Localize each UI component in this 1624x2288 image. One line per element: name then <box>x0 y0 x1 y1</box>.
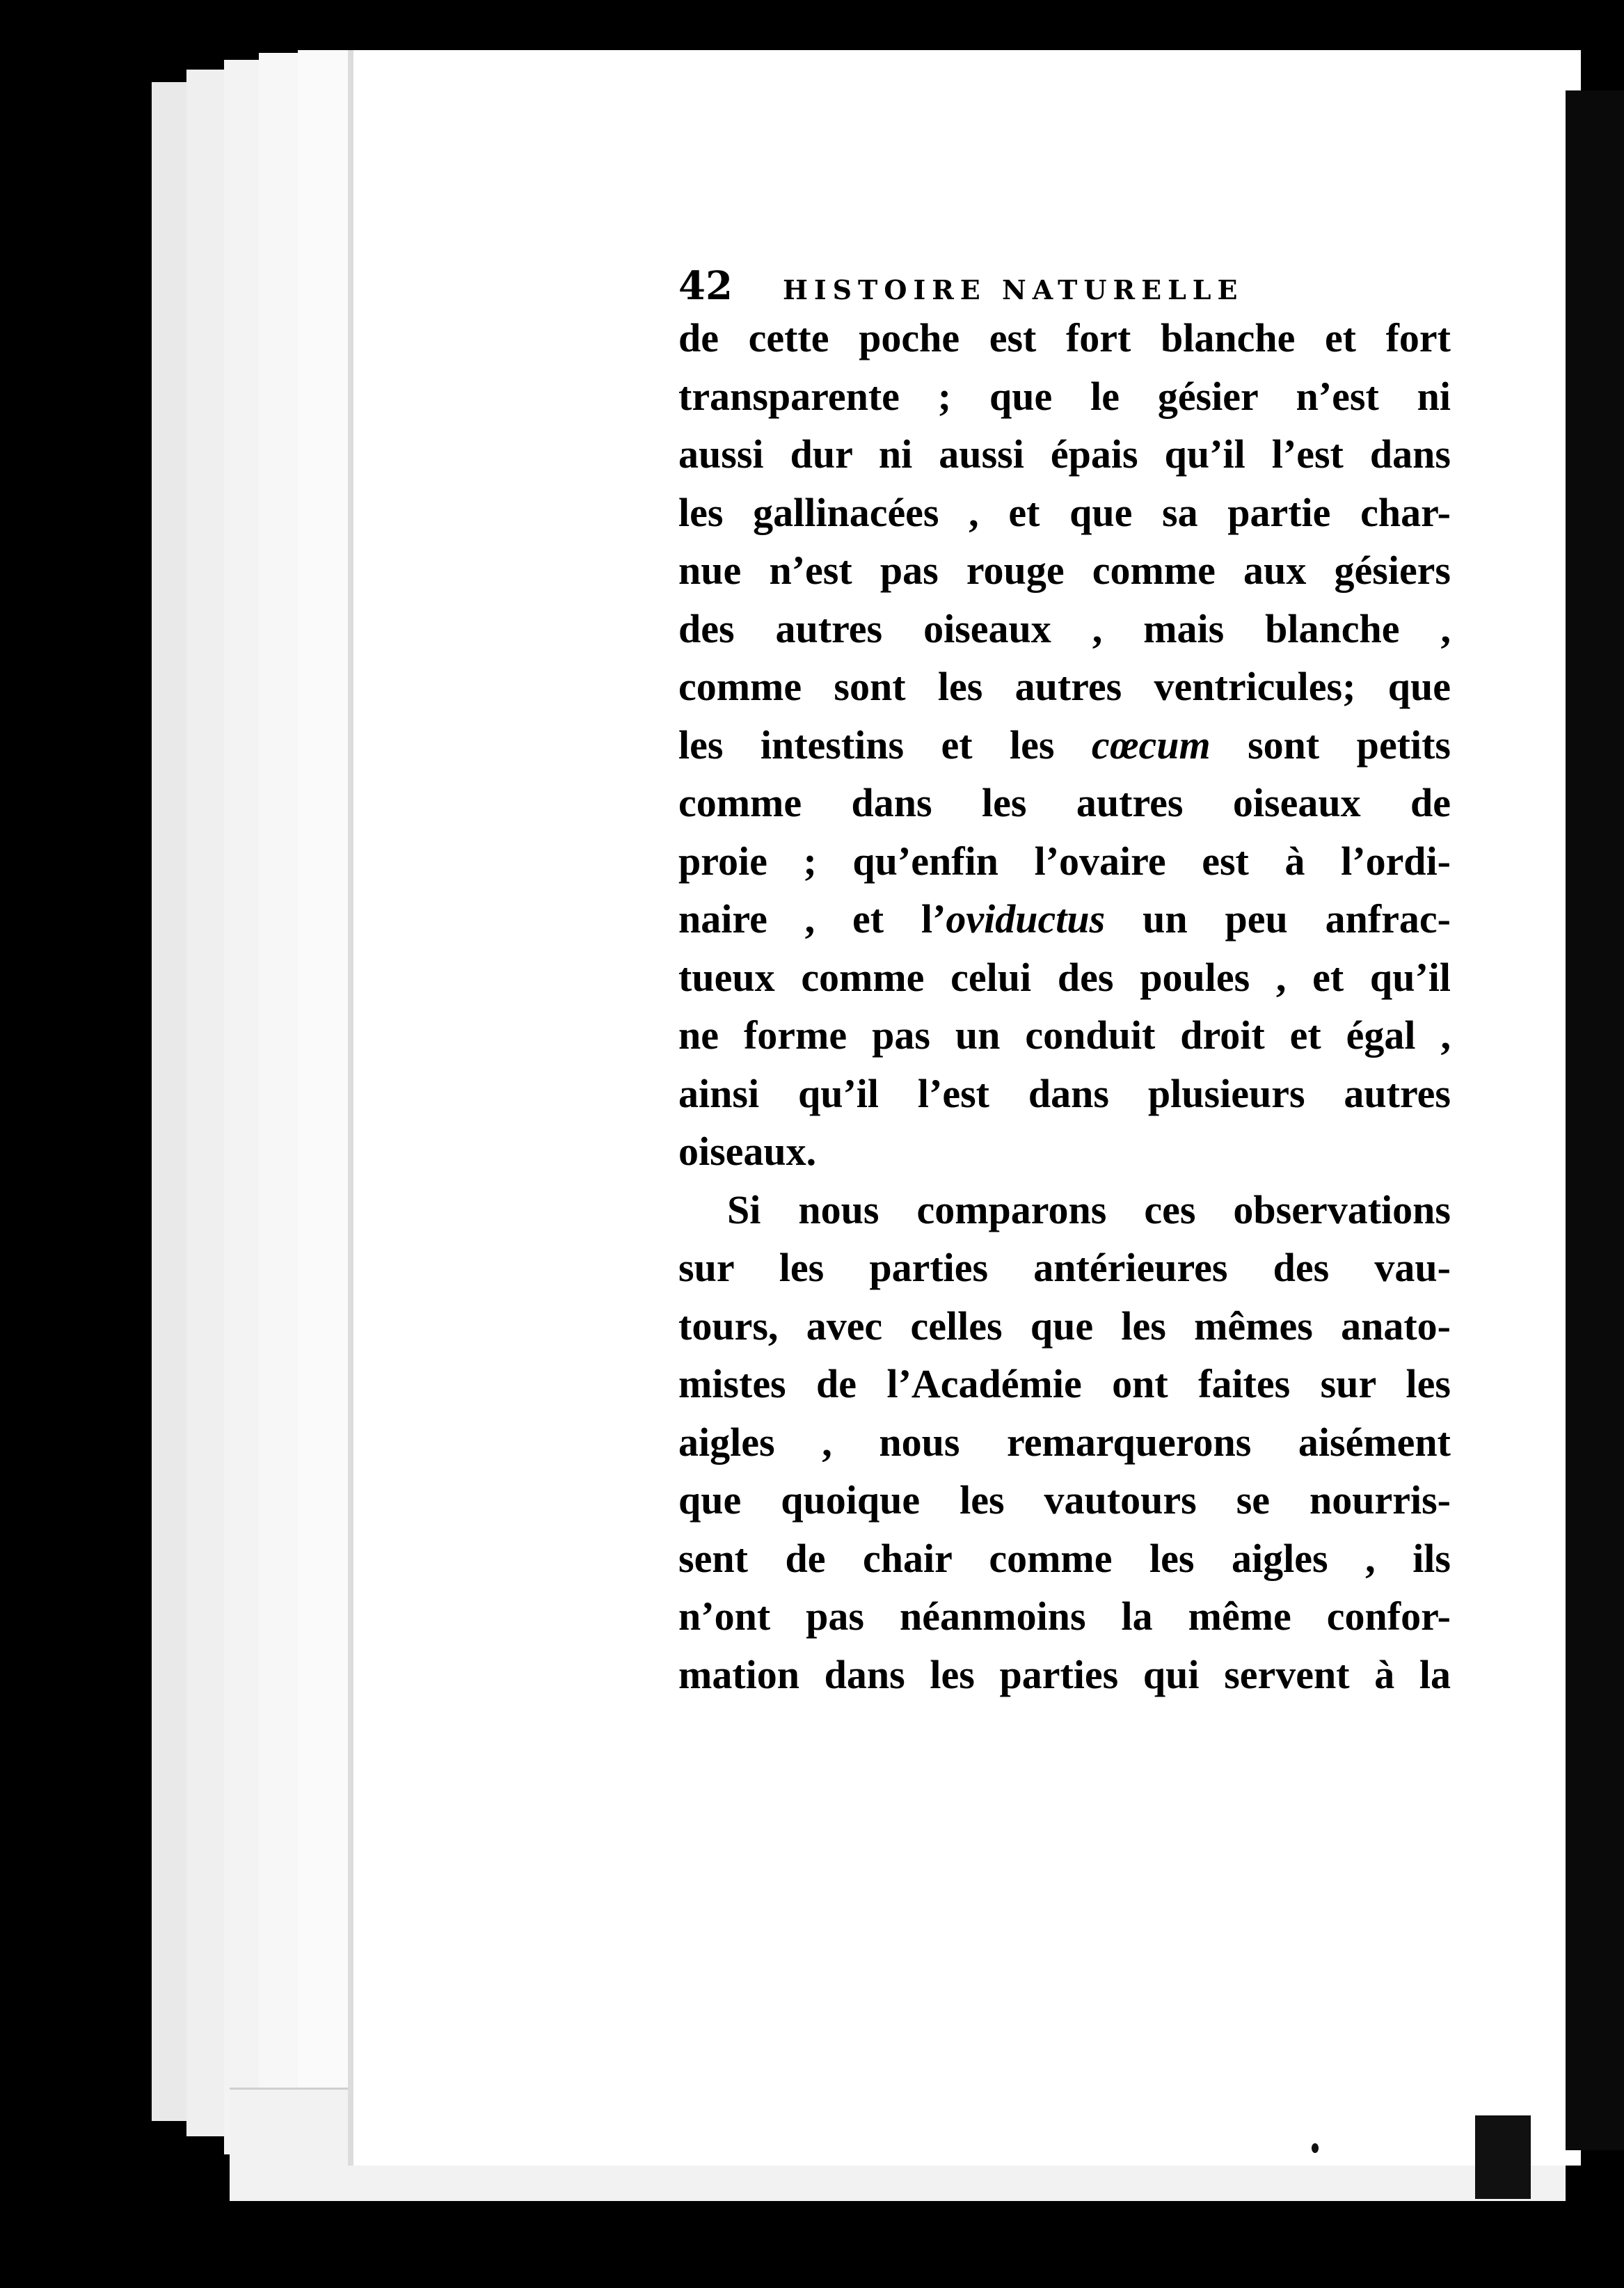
scan-artifact <box>1475 2115 1531 2199</box>
italic-term: cœcum <box>1091 722 1211 768</box>
running-head <box>678 263 1451 308</box>
text-line <box>678 1587 1451 1646</box>
text-segment: naire , et l’ <box>678 896 946 942</box>
text-segment: nue n’est pas rouge comme aux gésiers <box>678 548 1451 593</box>
text-segment: aussi dur ni aussi épais qu’il l’est dans <box>678 431 1451 477</box>
body-text <box>678 309 1451 1703</box>
text-segment: n’ont pas néanmoins la même confor- <box>678 1594 1451 1639</box>
text-line <box>678 1355 1451 1413</box>
text-line <box>678 541 1451 600</box>
text-line <box>678 1646 1451 1704</box>
text-line <box>678 716 1451 774</box>
text-line <box>678 600 1451 658</box>
text-line <box>678 1122 1451 1181</box>
text-line <box>678 1065 1451 1123</box>
paragraph <box>678 309 1451 1181</box>
text-segment: transparente ; que le gésier n’est ni <box>678 373 1451 419</box>
paragraph <box>678 1181 1451 1704</box>
text-line <box>678 1413 1451 1472</box>
text-segment: les intestins et les <box>678 722 1092 768</box>
text-segment: proie ; qu’enfin l’ovaire est à l’ordi- <box>678 838 1451 884</box>
text-line <box>678 890 1451 948</box>
running-head-title: HISTOIRE NATURELLE <box>782 274 1244 305</box>
text-line <box>678 658 1451 716</box>
gutter-shadow <box>1566 90 1624 2150</box>
text-segment: ainsi qu’il l’est dans plusieurs autres <box>678 1070 1451 1116</box>
text-line <box>678 484 1451 542</box>
text-segment: Si nous comparons ces observations <box>727 1186 1451 1232</box>
text-segment: un peu anfrac- <box>1105 896 1451 942</box>
text-segment: tueux comme celui des poules , et qu’il <box>678 954 1451 1000</box>
text-segment: sur les parties antérieures des vau- <box>678 1245 1451 1290</box>
text-line <box>678 1239 1451 1297</box>
text-segment: les gallinacées , et que sa partie char- <box>678 489 1451 535</box>
text-segment: mation dans les parties qui servent à la <box>678 1651 1451 1697</box>
text-segment: que quoique les vautours se nourris- <box>678 1477 1451 1523</box>
text-segment: ne forme pas un conduit droit et égal , <box>678 1012 1451 1058</box>
text-line <box>678 774 1451 832</box>
text-line <box>678 1471 1451 1530</box>
text-line <box>678 425 1451 484</box>
text-segment: aigles , nous remarquerons aisément <box>678 1419 1451 1465</box>
text-line <box>678 309 1451 367</box>
text-segment: oiseaux. <box>678 1129 817 1174</box>
text-line <box>678 1006 1451 1065</box>
text-segment: mistes de l’Académie ont faites sur les <box>678 1361 1451 1406</box>
text-line <box>678 1530 1451 1588</box>
text-line <box>678 367 1451 426</box>
ink-speck <box>1312 2143 1319 2153</box>
text-segment: des autres oiseaux , mais blanche , <box>678 605 1451 651</box>
text-segment: comme sont les autres ventricules; que <box>678 664 1451 709</box>
text-block <box>678 263 1451 1703</box>
text-line <box>678 832 1451 891</box>
text-line <box>678 948 1451 1007</box>
text-segment: sent de chair comme les aigles , ils <box>678 1535 1451 1581</box>
text-line <box>678 1181 1451 1239</box>
text-segment: de cette poche est fort blanche et fort <box>678 315 1451 360</box>
text-segment: tours, avec celles que les mêmes anato- <box>678 1303 1451 1349</box>
text-segment: comme dans les autres oiseaux de <box>678 780 1451 825</box>
text-segment: sont petits <box>1210 722 1451 768</box>
page-number: 42 <box>678 263 733 309</box>
italic-term: oviductus <box>946 896 1106 942</box>
text-line <box>678 1297 1451 1356</box>
